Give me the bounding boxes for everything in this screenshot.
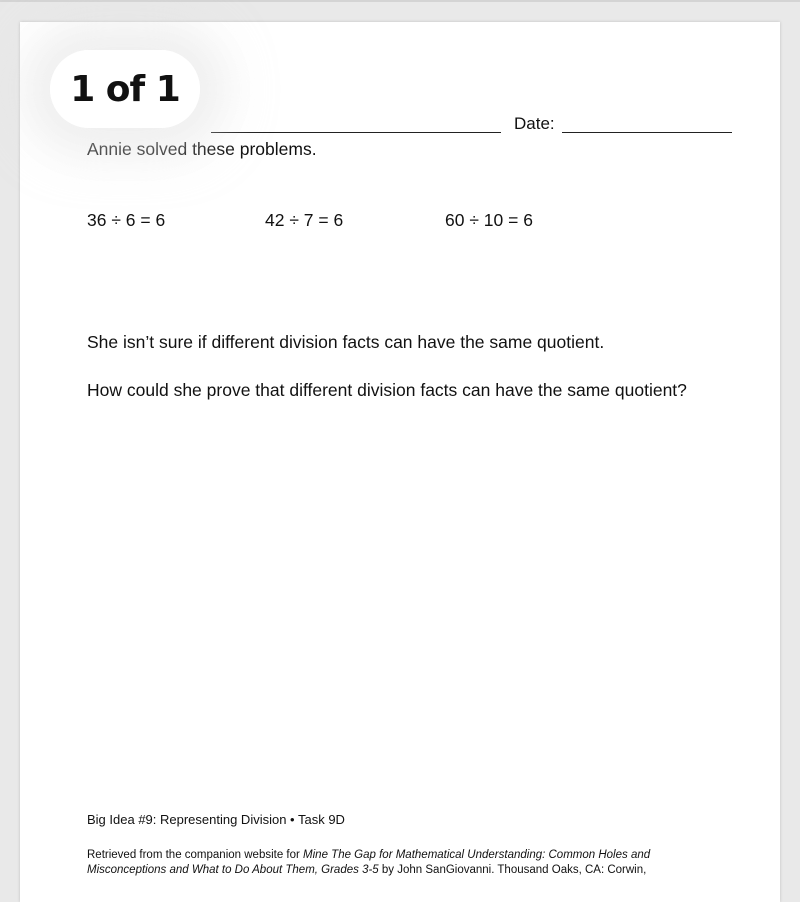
page-indicator — [50, 50, 200, 128]
page-indicator-text: 1 of 1 — [70, 68, 180, 110]
credit-suffix: by John SanGiovanni. Thousand Oaks, CA: Corwin, — [378, 864, 647, 876]
problem-3: 60 ÷ 10 = 6 — [445, 210, 533, 230]
credit-prefix: Retrieved from the companion website for — [87, 849, 304, 861]
date-label: Date: — [514, 114, 555, 133]
problem-1: 36 ÷ 6 = 6 — [87, 210, 166, 230]
intro-text: Annie solved these problems. — [87, 139, 317, 159]
question-text: How could she prove that different division facts can have the same quotient? — [87, 380, 687, 400]
statement-text: She isn’t sure if different division facts can have the same quotient. — [87, 332, 605, 352]
date-answer-line — [562, 132, 732, 133]
problem-2: 42 ÷ 7 = 6 — [265, 210, 344, 230]
viewer-top-border — [0, 0, 800, 2]
footer-credit — [87, 848, 687, 878]
footer-task-label: Big Idea #9: Representing Division • Task 9D — [87, 812, 345, 827]
name-answer-line — [211, 132, 501, 133]
credit-book-title: Mine The Gap for Mathematical Understanding: Common Holes and Misconceptions and What to Do About Them, Grades 3-5 — [87, 849, 651, 876]
